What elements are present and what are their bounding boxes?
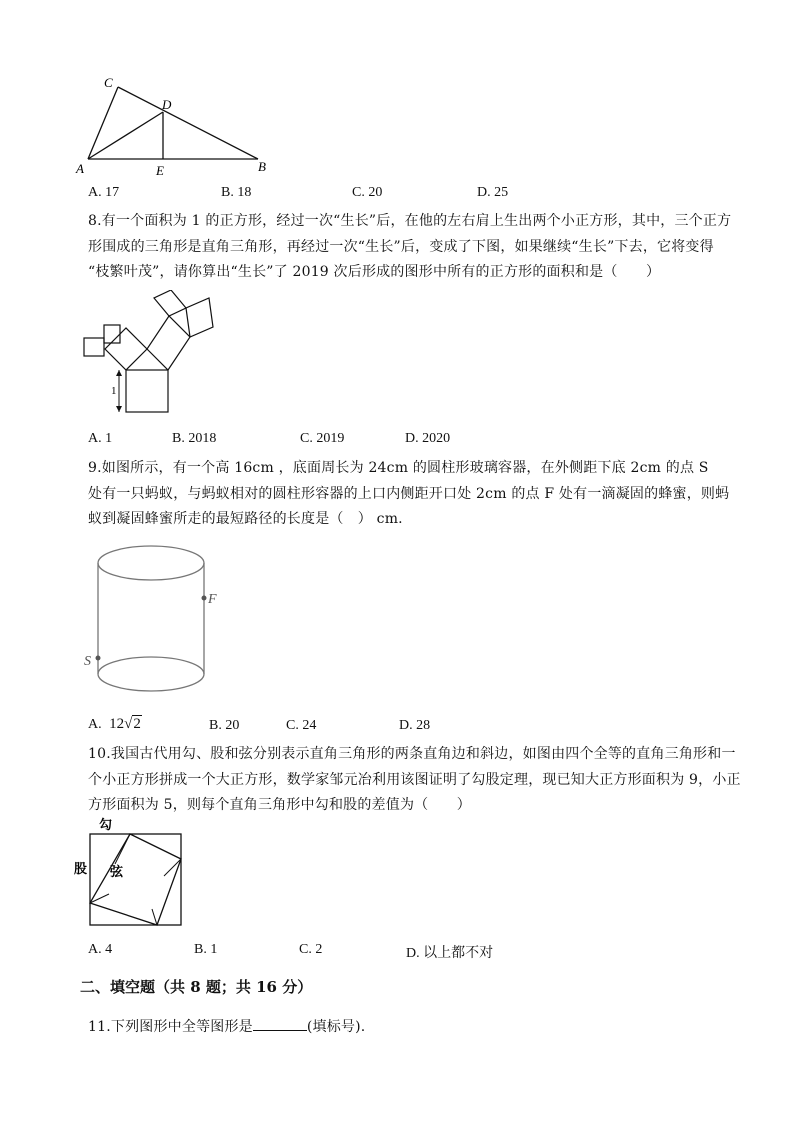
label-gou: 勾	[99, 817, 113, 832]
q7-triangle-figure	[70, 72, 280, 182]
q9-option-a-prefix: A.	[88, 717, 102, 732]
q10-option-c[interactable]: C. 2	[299, 942, 323, 957]
q8-option-d[interactable]: D. 2020	[405, 431, 451, 446]
q9-line-2: 处有一只蚂蚁，与蚂蚁相对的圆柱形容器的上口内侧距开口处 2cm 的点 F 处有一滴凝固的蜂蜜，则蚂	[88, 486, 730, 502]
q11-suffix: (填标号).	[306, 1019, 366, 1035]
q9-option-a-radicand: 2	[133, 716, 141, 732]
q9-option-a[interactable]	[88, 716, 142, 733]
q8-option-a[interactable]: A. 1	[88, 431, 113, 446]
q9-option-c[interactable]: C. 24	[286, 718, 317, 733]
label-D: D	[162, 97, 172, 112]
label-xian: 弦	[110, 864, 124, 879]
q9-option-a-coef: 12	[109, 716, 125, 732]
q10-zhao-shuang-figure	[72, 816, 187, 928]
q10-line-1: 10.我国古代用勾、股和弦分别表示直角三角形的两条直角边和斜边，如图由四个全等的直角三角形和一	[88, 746, 736, 762]
q8-line-2: 形围成的三角形是直角三角形，再经过一次“生长”后，变成了下图，如果继续“生长”下去，它将变得	[88, 239, 714, 255]
label-S: S	[84, 654, 91, 669]
label-one: 1	[111, 385, 117, 397]
label-gu: 股	[74, 861, 88, 876]
q10-line-3: 方形面积为 5，则每个直角三角形中勾和股的差值为（ ）	[88, 797, 471, 813]
q10-option-a[interactable]: A. 4	[88, 942, 113, 957]
label-C: C	[104, 75, 113, 90]
q9-option-d[interactable]: D. 28	[399, 718, 431, 733]
q9-cylinder-figure	[80, 538, 230, 703]
section-heading: 二、填空题（共 8 题；共 16 分）	[80, 978, 313, 996]
q8-option-b[interactable]: B. 2018	[172, 431, 217, 446]
q10-option-d[interactable]: D. 以上都不对	[406, 946, 494, 961]
q8-option-c[interactable]: C. 2019	[300, 431, 345, 446]
q11-answer-blank[interactable]	[253, 1018, 307, 1031]
q8-line-3: “枝繁叶茂”，请你算出“生长”了 2019 次后形成的图形中所有的正方形的面积和是（ ）	[88, 264, 661, 280]
q10-line-2: 个小正方形拼成一个大正方形，数学家邹元冶利用该图证明了勾股定理，现已知大正方形面积为 9，小正	[88, 772, 741, 788]
q7-option-a[interactable]: A. 17	[88, 185, 120, 200]
label-F: F	[208, 592, 217, 607]
q7-option-c[interactable]: C. 20	[352, 185, 383, 200]
q8-pythagoras-tree-figure	[78, 290, 228, 415]
sqrt-icon: √	[124, 716, 133, 732]
q7-option-d[interactable]: D. 25	[477, 185, 509, 200]
label-B: B	[258, 159, 266, 174]
q8-line-1: 8.有一个面积为 1 的正方形，经过一次“生长”后，在他的左右肩上生出两个小正方形，其中，三个正方	[88, 213, 732, 229]
q9-line-1: 9.如图所示，有一个高 16cm ，底面周长为 24cm 的圆柱形玻璃容器，在外侧距下底 2cm 的点 S	[88, 460, 709, 476]
q9-option-b[interactable]: B. 20	[209, 718, 240, 733]
q11-prefix: 11.下列图形中全等图形是	[88, 1019, 253, 1035]
q10-option-b[interactable]: B. 1	[194, 942, 218, 957]
q9-line-3: 蚁到凝固蜂蜜所走的最短路径的长度是（ ） cm.	[88, 511, 403, 527]
label-A: A	[76, 161, 84, 176]
label-E: E	[156, 163, 164, 178]
q11-line	[88, 1016, 365, 1036]
q7-option-b[interactable]: B. 18	[221, 185, 252, 200]
